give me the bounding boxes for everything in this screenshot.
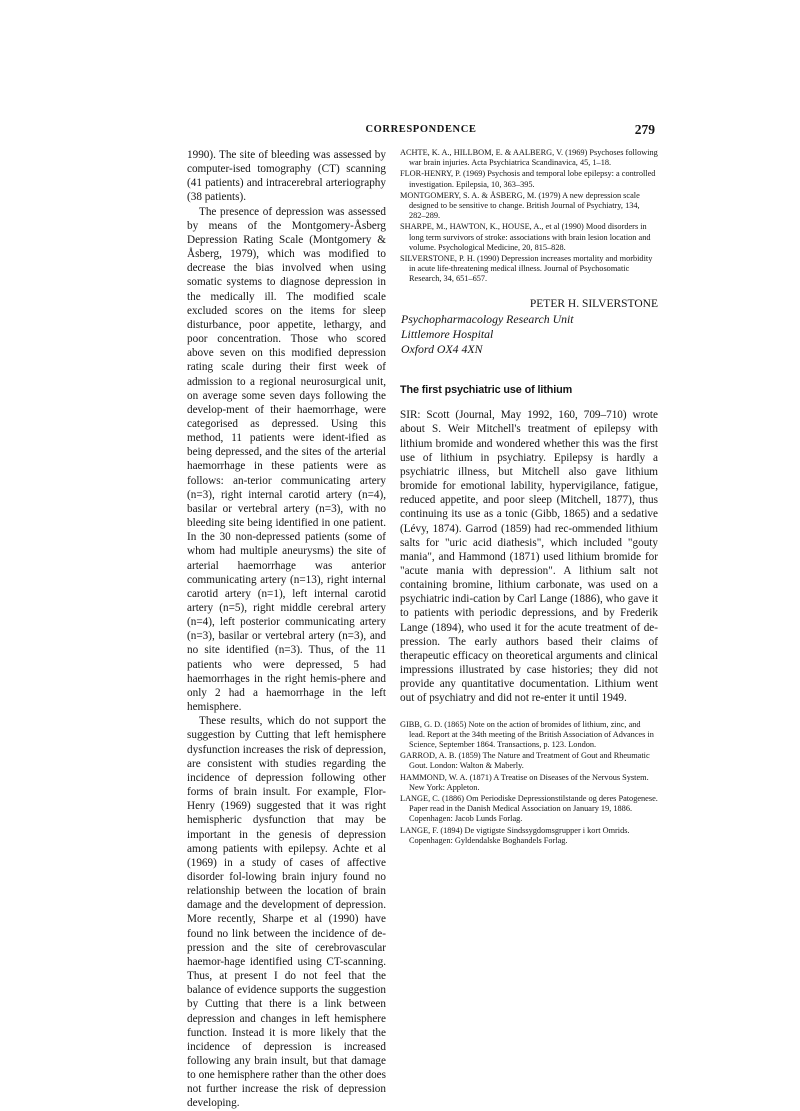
body-paragraph: The presence of depression was assessed by means of the Montgomery-Åsberg Depression Rating Scale (Montgomery & Åsberg, 1979), which was modified to decrease the bias involved when using somatic systems to diagnose depression in the medically ill. The modified scale excluded scores on the items for sleep disturbance, poor appetite, lethargy, and poor concentration. Those who scored above seven on this modified depression rating scale during their first week of admission to a regional neurosurgical unit, on average some seven days following the develop-ment of their haemorrhage, were categorised as depressed. Using this method, 11 patients were ident-ified as being depressed, and the sites of the arterial haemorrhage in these patients were as follows: an-terior communicating artery (n=3), right internal carotid artery (n=4), basilar or vertebral artery (n=3), with no bleeding site being identified in one patient. In the 30 non-depressed patients (some of whom had multiple aneurysms) the site of arterial haemorrhage was anterior communicating artery (n=13), right internal carotid artery (n=1), left internal carotid artery (n=5), right middle cerebral artery (n=4), left posterior communicating artery (n=3), basilar or vertebral artery (n=3), and no site identified (n=3). Thus, of the 11 patients who were depressed, 5 had haemorrhages in the right hemis-phere and only 2 had a haemorrhage in the left hemisphere.	[187, 205, 386, 714]
body-paragraph: These results, which do not support the suggestion by Cutting that left hemisphere dysfunction increases the risk of depression, are consistent with studies regarding the incidence of depression following other forms of brain insult. For example, Flor-Henry (1969) suggested that it was right hemispheric dysfunction that may be important in the genesis of depression among patients with epilepsy. Achte et al (1969) in a study of cases of affective disorder fol-lowing brain injury found no relationship between the location of brain damage and the development of depression. More recently, Sharpe et al (1990) have found no link between the incidence of de-pression and the site of cerebrovascular haemor-hage identified using CT-scanning. Thus, at present I do not feel that the balance of evidence supports the suggestion by Cutting that there is a link between depression and changes in left hemisphere function. Instead it is more likely that the incidence of depression is increased following any brain insult, but that damage to one hemisphere rather than the other does not further increase the risk of depression developing.	[187, 715, 386, 1110]
body-paragraph: 1990). The site of bleeding was assessed by computer-ised tomography (CT) scanning (41 patients) and intracerebral arteriography (38 patients).	[187, 149, 386, 204]
reference-item: MONTGOMERY, S. A. & ÅSBERG, M. (1979) A new depression scale designed to be sensitive to change. British Journal of Psychiatry, 134, 282–289.	[400, 190, 640, 221]
reference-item: HAMMOND, W. A. (1871) A Treatise on Diseases of the Nervous System. New York: Appleton.	[400, 772, 649, 792]
reference-item: GARROD, A. B. (1859) The Nature and Treatment of Gout and Rheumatic Gout. London: Walton & Maberly.	[400, 751, 650, 771]
reference-item: SILVERSTONE, P. H. (1990) Depression increases mortality and morbidity in acute life-threatening medical illness. Journal of Psychosomatic Research, 34, 651–657.	[400, 254, 653, 284]
letter-paragraph: SIR: Scott (Journal, May 1992, 160, 709–710) wrote about S. Weir Mitchell's treatment of epilepsy with lithium bromide and wondered whether this was the first use of lithium in psychiatry. Epilepsy is hardly a psychiatric illness, but Mitchell also gave lithium bromide for emotional lability, hypervigilance, fatigue, reduced appetite, and poor sleep (Mitchell, 1877), thus continuing its use as a tonic (Gibb, 1865) and a sedative (Lévy, 1874). Garrod (1859) had rec-ommended lithium salts for "uric acid diathesis", which included "gouty mania", and Hammond (1871) used lithium bromide for "acute mania with depression". A lithium salt not containing bromine, lithium carbonate, was used on a psychiatric indi-cation by Carl Lange (1886), who gave it to patients with periodic depressions, and by Frederik Lange (1894), who used it for the acute treatment of de-pression. The early authors based their claims of therapeutic efficacy on theoretical arguments and clinical impressions illustrated by case histories; they did not provide any quantitative documentation. Lithium went out of psychiatry and did not re-enter it until 1949.	[400, 409, 658, 705]
affiliation-line: Littlemore Hospital	[401, 326, 494, 341]
reference-item: FLOR-HENRY, P. (1969) Psychosis and temporal lobe epilepsy: a controlled investigation. Epilepsia, 10, 363–395.	[400, 169, 656, 189]
reference-list	[400, 148, 658, 285]
reference-list	[400, 720, 658, 846]
left-column	[187, 148, 386, 1111]
reference-item: LANGE, C. (1886) Om Periodiske Depressionstilstande og deres Patogenese. Paper read in the Danish Medical Association on January 19, 1886. Copenhagen: Jacob Lunds Forlag.	[400, 793, 658, 824]
affiliation-line: Psychopharmacology Research Unit	[401, 311, 574, 326]
author-affiliation	[400, 312, 658, 358]
letter-heading: The first psychiatric use of lithium	[400, 384, 573, 397]
affiliation-line: Oxford OX4 4XN	[401, 342, 483, 357]
running-head	[187, 124, 655, 140]
right-column	[400, 148, 658, 847]
reference-item: LANGE, F. (1894) De vigtigste Sindssygdomsgrupper i kort Omrids. Copenhagen: Gyldendalske Boghandels Forlag.	[400, 825, 630, 845]
reference-item: ACHTE, K. A., HILLBOM, E. & AALBERG, V. (1969) Psychoses following war brain injuries. Acta Psychiatrica Scandinavica, 45, 1–18.	[400, 148, 658, 168]
page-number: 279	[634, 122, 655, 137]
reference-item: SHARPE, M., HAWTON, K., HOUSE, A., et al (1990) Mood disorders in long term survivors of stroke: associations with brain lesion location and volume. Psychological Medicine, 20, 815–828.	[400, 222, 651, 252]
running-title: CORRESPONDENCE	[365, 124, 477, 135]
reference-item: GIBB, G. D. (1865) Note on the action of bromides of lithium, zinc, and lead. Report at the 34th meeting of the British Association of Advances in Science, September 1864. Transactions, p. 123. London.	[400, 719, 654, 749]
author-name: PETER H. SILVERSTONE	[529, 297, 658, 310]
